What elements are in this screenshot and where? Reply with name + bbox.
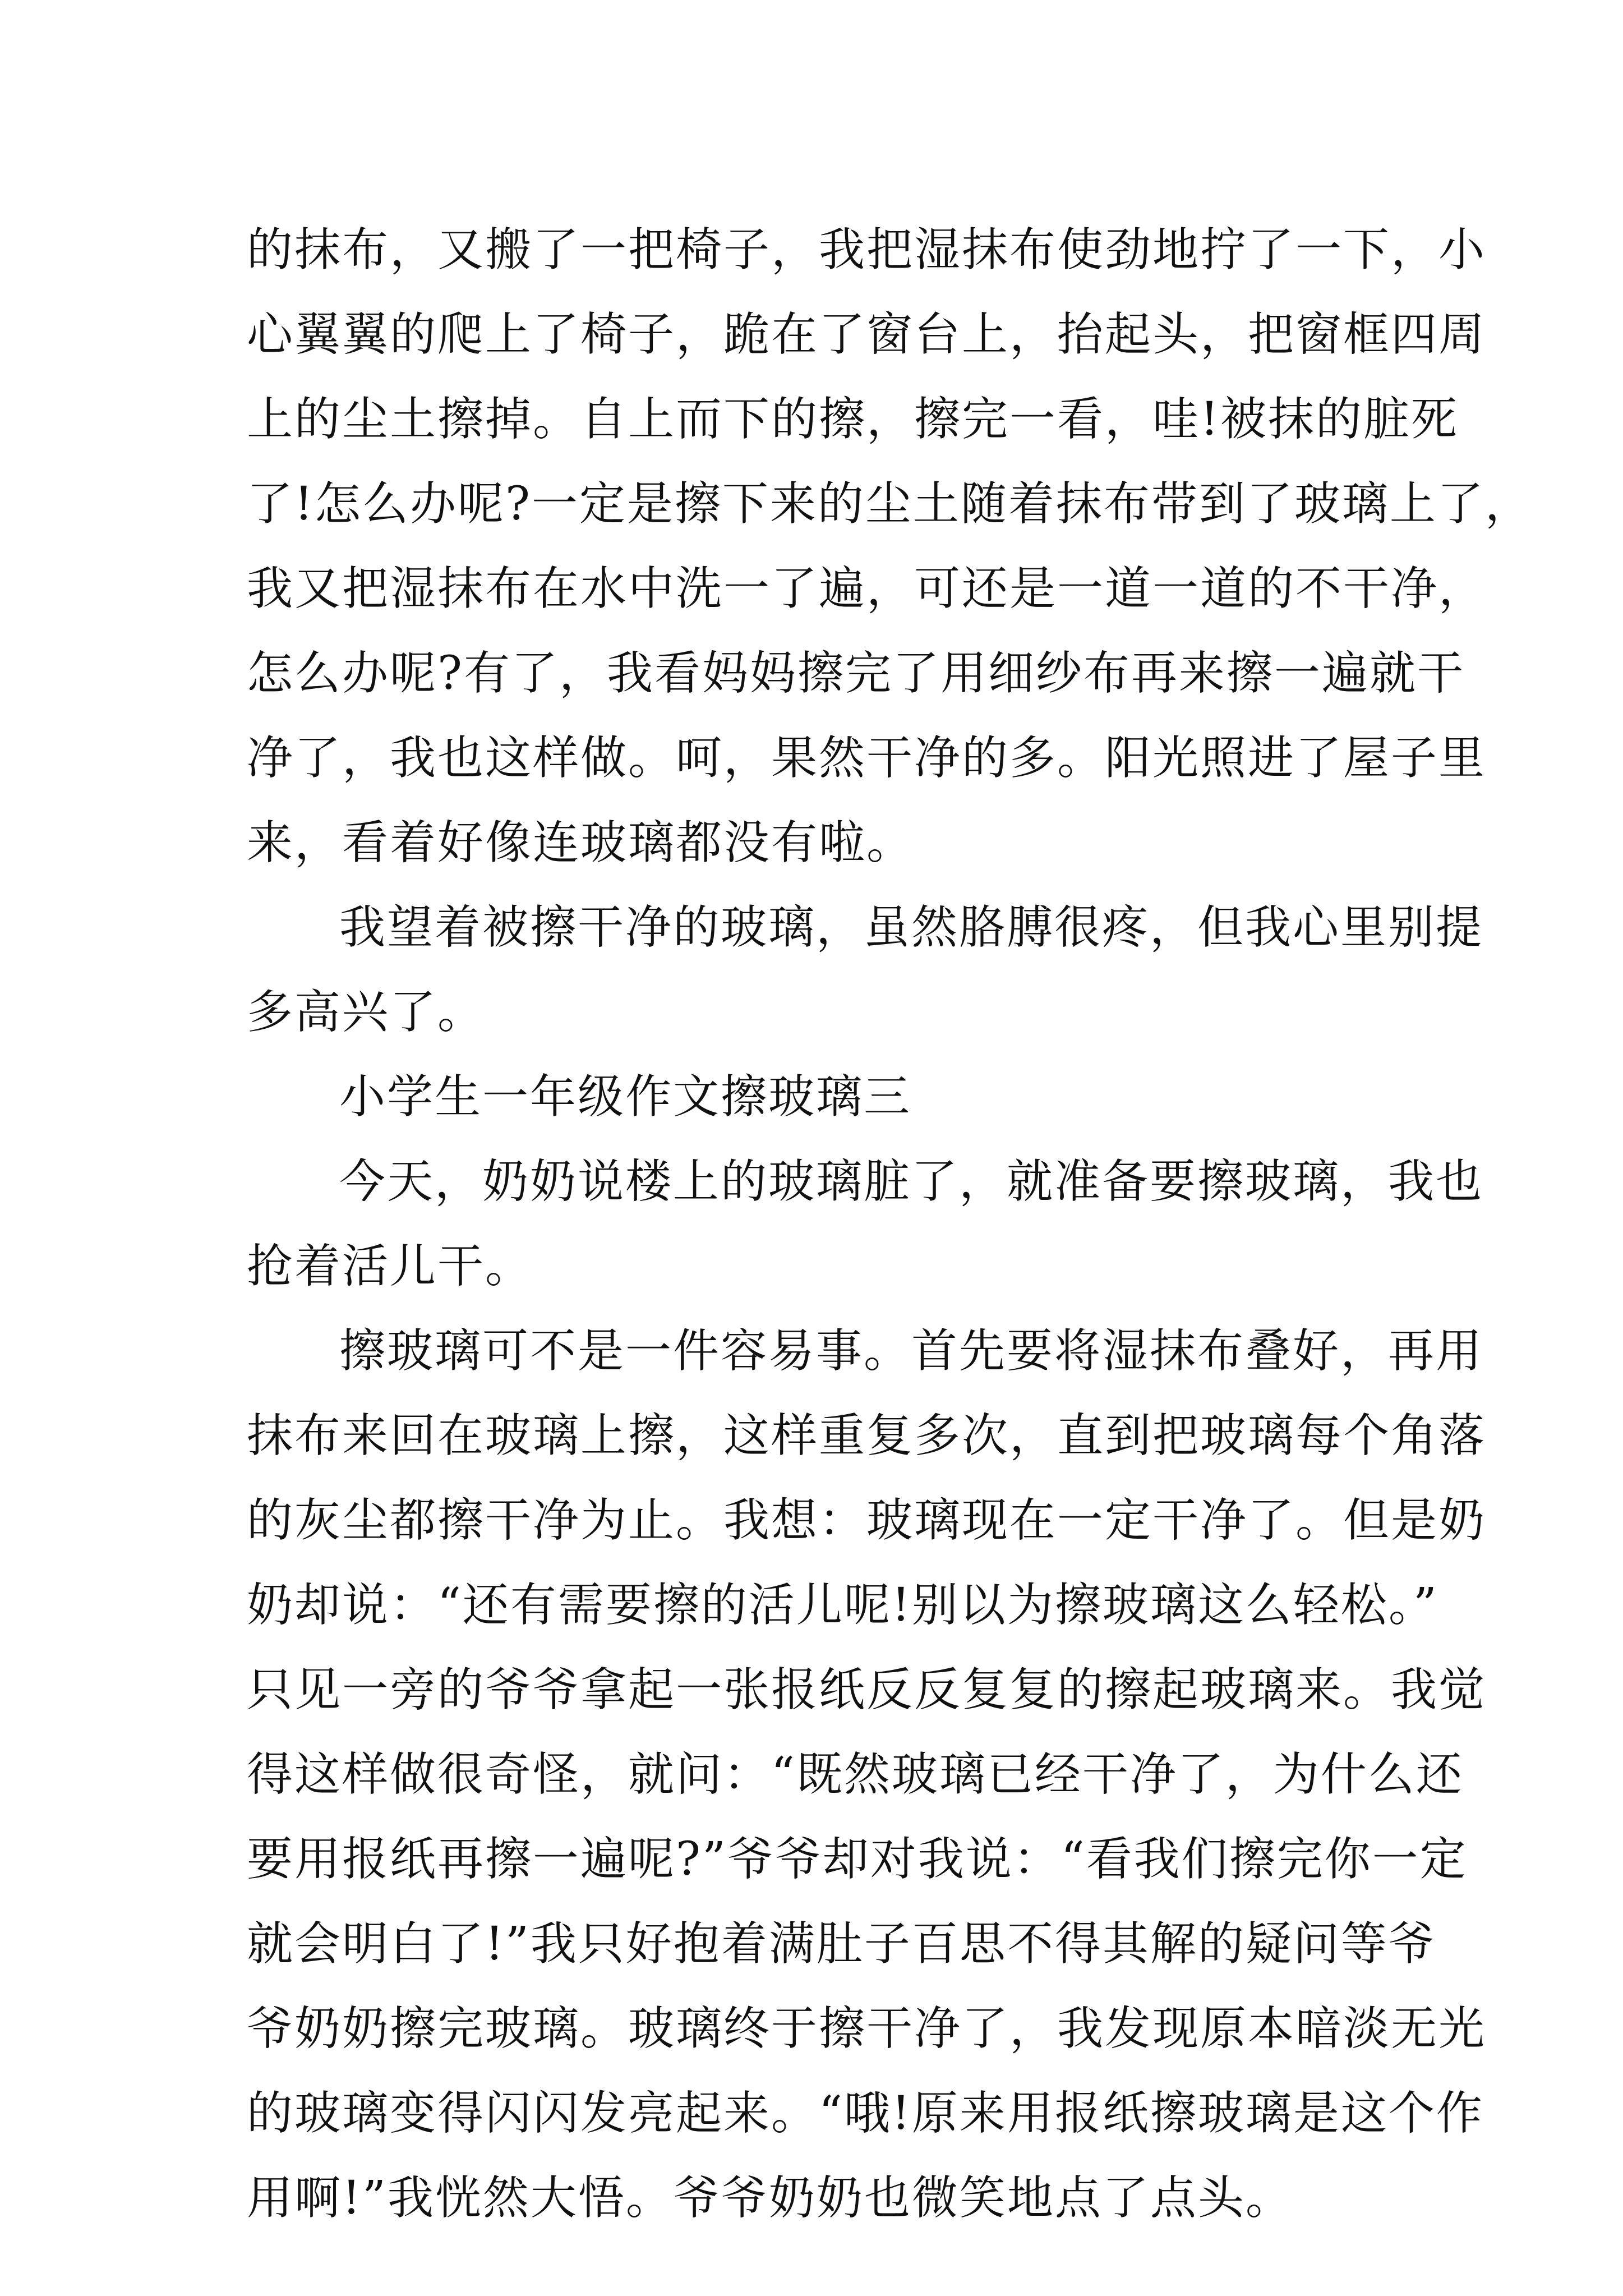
text-line: 净了，我也这样做。呵，果然干净的多。阳光照进了屋子里 (247, 731, 1487, 785)
section-title: 小学生一年级作文擦玻璃三 (339, 1070, 912, 1124)
text-line: 抢着活儿干。 (247, 1240, 533, 1293)
text-line: 奶却说：“还有需要擦的活儿呢!别以为擦玻璃这么轻松。” (247, 1579, 1438, 1632)
text-line: 用啊!”我恍然大悟。爷爷奶奶也微笑地点了点头。 (247, 2171, 1293, 2225)
text-line: 得这样做很奇怪，就问：“既然玻璃已经干净了，为什么还 (247, 1748, 1464, 1801)
text-line: 的灰尘都擦干净为止。我想：玻璃现在一定干净了。但是奶 (247, 1494, 1487, 1547)
text-line: 的玻璃变得闪闪发亮起来。“哦!原来用报纸擦玻璃是这个作 (247, 2087, 1484, 2140)
text-line: 上的尘土擦掉。自上而下的擦，擦完一看，哇!被抹的脏死 (247, 393, 1459, 446)
body-text (247, 208, 1533, 2240)
text-line: 怎么办呢?有了，我看妈妈擦完了用细纱布再来擦一遍就干 (247, 647, 1465, 700)
text-line: 心翼翼的爬上了椅子，跪在了窗台上，抬起头，把窗框四周 (247, 308, 1487, 361)
text-line: 了!怎么办呢?一定是擦下来的尘土随着抹布带到了玻璃上了， (247, 477, 1533, 531)
text-line: 的抹布，又搬了一把椅子，我把湿抹布使劲地拧了一下，小 (247, 223, 1487, 277)
text-line: 要用报纸再擦一遍呢?”爷爷却对我说：“看我们擦完你一定 (247, 1833, 1468, 1886)
text-line: 抹布来回在玻璃上擦，这样重复多次，直到把玻璃每个角落 (247, 1409, 1487, 1462)
paragraph-start-line: 今天，奶奶说楼上的玻璃脏了，就准备要擦玻璃，我也 (339, 1155, 1484, 1208)
paragraph-start-line: 擦玻璃可不是一件容易事。首先要将湿抹布叠好，再用 (339, 1324, 1484, 1378)
text-line: 只见一旁的爷爷拿起一张报纸反反复复的擦起玻璃来。我觉 (247, 1663, 1487, 1717)
text-line: 就会明白了!”我只好抱着满肚子百思不得其解的疑问等爷 (247, 1917, 1436, 1971)
text-line: 爷奶奶擦完玻璃。玻璃终于擦干净了，我发现原本暗淡无光 (247, 2002, 1487, 2055)
paragraph-start-line: 我望着被擦干净的玻璃，虽然胳膊很疼，但我心里别提 (339, 901, 1484, 954)
text-line: 多高兴了。 (247, 986, 486, 1039)
text-line: 我又把湿抹布在水中洗一了遍，可还是一道一道的不干净， (247, 562, 1487, 615)
text-line: 来，看着好像连玻璃都没有啦。 (247, 816, 915, 869)
